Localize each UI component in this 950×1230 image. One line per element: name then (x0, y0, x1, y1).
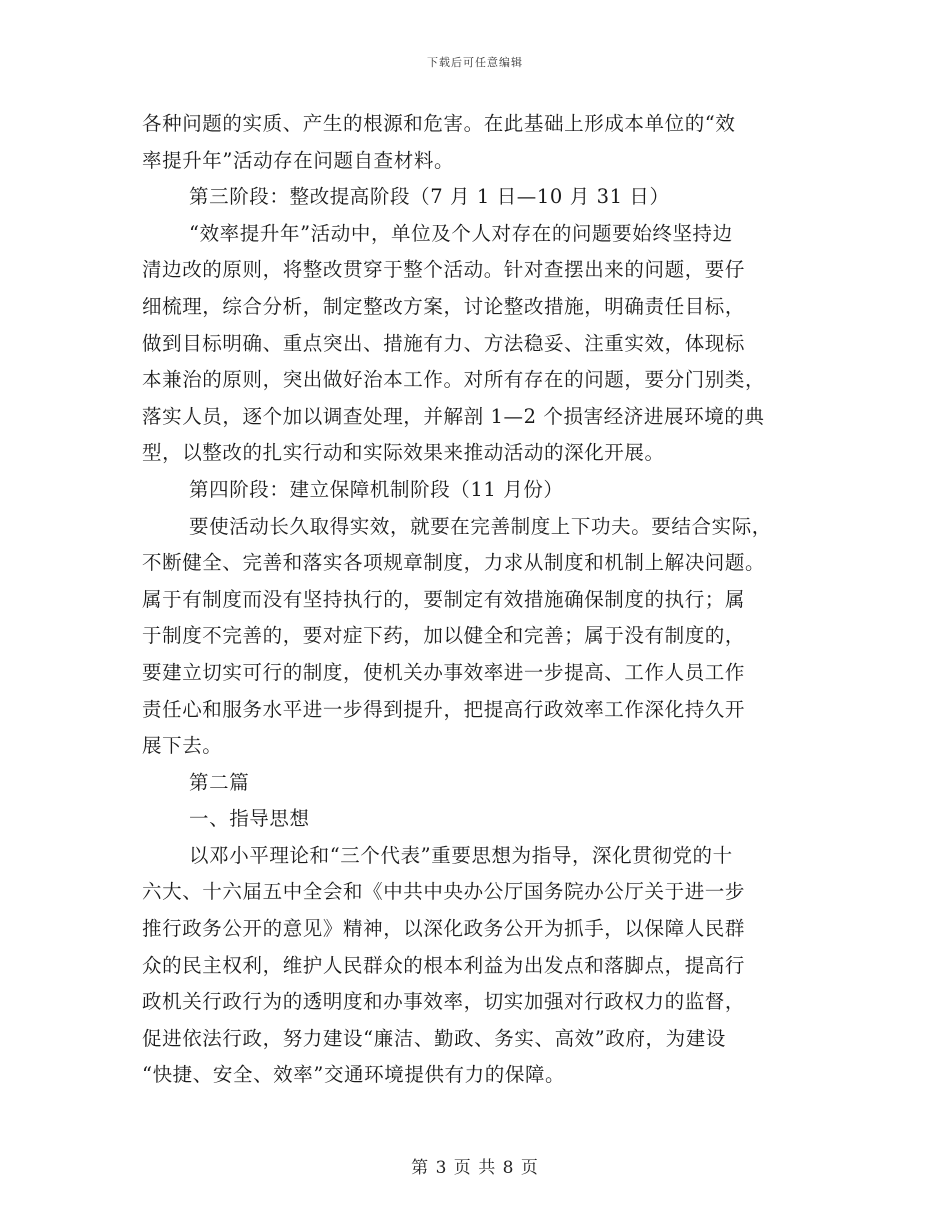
text-line: 落实人员，逐个加以调查处理，并解剖 1—2 个损害经济进展环境的典 (142, 404, 765, 428)
text-line: 各种问题的实质、产生的根源和危害。在此基础上形成本单位的“效 (142, 112, 736, 135)
text-line: 一、指导思想 (189, 807, 310, 831)
text-line: 责任心和服务水平进一步得到提升，把提高行政效率工作深化持久开 (142, 697, 746, 721)
text-line: “快捷、安全、效率”交通环境提供有力的保障。 (142, 1063, 566, 1087)
document-body (142, 106, 812, 1094)
text-line: 第三阶段：整改提高阶段（7 月 1 日—10 月 31 日） (189, 185, 670, 209)
text-line: 要建立切实可行的制度，使机关办事效率进一步提高、工作人员工作 (142, 660, 746, 684)
text-line: 展下去。 (142, 734, 223, 758)
text-line: 推行政务公开的意见》精神，以深化政务公开为抓手，以保障人民群 (142, 917, 746, 941)
text-line: “效率提升年”活动中，单位及个人对存在的问题要始终坚持边 (189, 221, 733, 245)
text-line: 清边改的原则，将整改贯穿于整个活动。针对查摆出来的问题，要仔 (142, 258, 746, 282)
text-line: 政机关行政行为的透明度和办事效率，切实加强对行政权力的监督， (142, 990, 746, 1014)
text-line: 不断健全、完善和落实各项规章制度，力求从制度和机制上解决问题。 (142, 551, 766, 575)
text-line: 做到目标明确、重点突出、措施有力、方法稳妥、注重实效，体现标 (142, 331, 746, 355)
text-line: 以邓小平理论和“三个代表”重要思想为指导，深化贯彻党的十 (189, 843, 733, 867)
text-line: 本兼治的原则，突出做好治本工作。对所有存在的问题，要分门别类， (142, 368, 766, 392)
page-footer: 第 3 页 共 8 页 (411, 1158, 539, 1178)
text-line: 六大、十六届五中全会和《中共中央办公厅国务院办公厅关于进一步 (142, 880, 746, 904)
text-line: 属于有制度而没有坚持执行的，要制定有效措施确保制度的执行；属 (142, 587, 746, 611)
text-line: 率提升年”活动存在问题自查材料。 (142, 148, 455, 172)
text-line: 第二篇 (189, 770, 250, 794)
text-line: 细梳理，综合分析，制定整改方案，讨论整改措施，明确责任目标， (142, 294, 746, 318)
text-line: 于制度不完善的，要对症下药，加以健全和完善；属于没有制度的， (142, 624, 746, 648)
text-line: 要使活动长久取得实效，就要在完善制度上下功夫。要结合实际， (189, 514, 772, 538)
text-line: 型，以整改的扎实行动和实际效果来推动活动的深化开展。 (142, 441, 665, 465)
text-line: 众的民主权利，维护人民群众的根本利益为出发点和落脚点，提高行 (142, 953, 746, 977)
text-line: 第四阶段：建立保障机制阶段（11 月份） (189, 477, 564, 501)
text-line: 促进依法行政，努力建设“廉洁、勤政、务实、高效”政府，为建设 (142, 1026, 726, 1050)
page-header: 下载后可任意编辑 (427, 56, 523, 69)
